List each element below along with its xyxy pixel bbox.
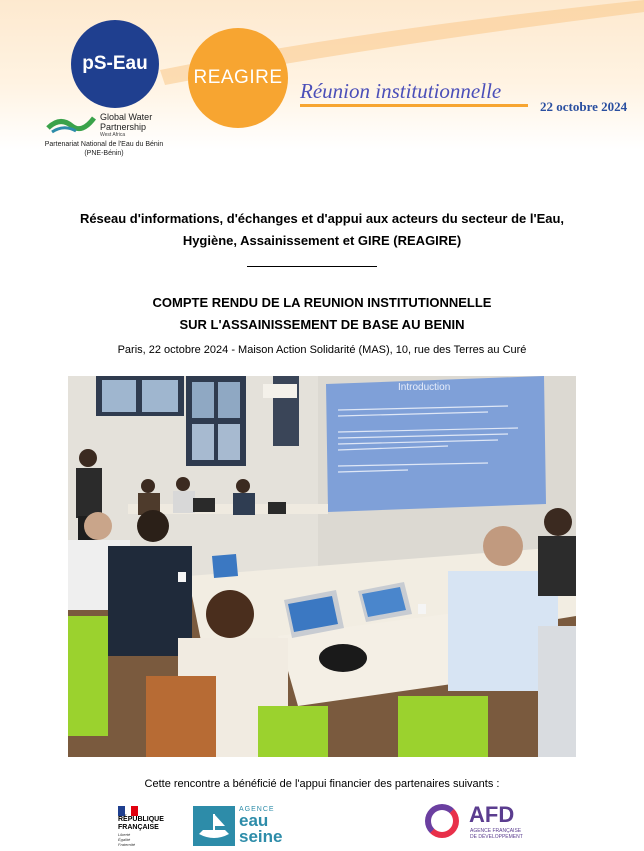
meeting-photo-illustration [68,376,576,757]
gwp-name-line1: Global Water [100,112,153,122]
title-underline [300,104,528,107]
meeting-type-title: Réunion institutionnelle [300,79,502,103]
reagire-logo [188,28,288,128]
afd-subtitle [470,828,536,840]
slide-title: Introduction [398,382,451,393]
republique-francaise-logo [118,806,178,847]
afd-sub1: AGENCE FRANÇAISE [470,828,522,834]
network-title-line2: Hygiène, Assainissement et GIRE (REAGIRE) [182,233,462,248]
funding-note: Cette rencontre a bénéficié de l'appui financier des partenaires suivants : [144,778,500,790]
pne-line2: (PNE-Bénin) [84,150,124,157]
agence-label: AGENCE [239,806,275,813]
meeting-photo [68,376,576,757]
agence-boat-icon [193,806,235,846]
afd-word: AFD [469,802,515,827]
afd-logo [425,802,535,846]
pne-line1: Partenariat National de l'Eau du Bénin [44,141,164,148]
french-flag-icon [118,806,138,816]
report-title [20,292,624,336]
report-title-line2: SUR L'ASSAINISSEMENT DE BASE AU BENIN [179,317,465,332]
afd-ring-icon [425,804,459,838]
gwp-wave-icon [46,112,96,136]
pseau-logo-text: pS-Eau [82,53,148,74]
reagire-logo-text: REAGIRE [193,67,283,88]
afd-sub2: DE DÉVELOPPEMENT [470,834,523,840]
rf-motto3: Fraternité [118,842,136,847]
gwp-region: West Africa [100,132,126,138]
network-title [20,208,624,252]
agence-eau-text: eau [239,811,269,830]
gwp-name-line2: Partnership [100,122,147,132]
pseau-logo [71,20,159,108]
agence-eau-seine-logo [193,806,283,846]
report-title-line1: COMPTE RENDU DE LA REUNION INSTITUTIONNELLE [152,295,492,310]
rf-motto2: Égalité [118,837,131,842]
title-separator [247,266,377,267]
meeting-details: Paris, 22 octobre 2024 - Maison Action Solidarité (MAS), 10, rue des Terres au Curé [117,344,527,356]
rf-motto1: Liberté [118,832,131,837]
rf-line1: RÉPUBLIQUE [118,816,164,823]
agence-seine-text: seine [239,827,283,846]
pne-benin-label [40,140,168,158]
rf-line2: FRANÇAISE [118,824,159,831]
network-title-line1: Réseau d'informations, d'échanges et d'appui aux acteurs du secteur de l'Eau, [79,211,565,226]
header-date: 22 octobre 2024 [540,99,628,114]
